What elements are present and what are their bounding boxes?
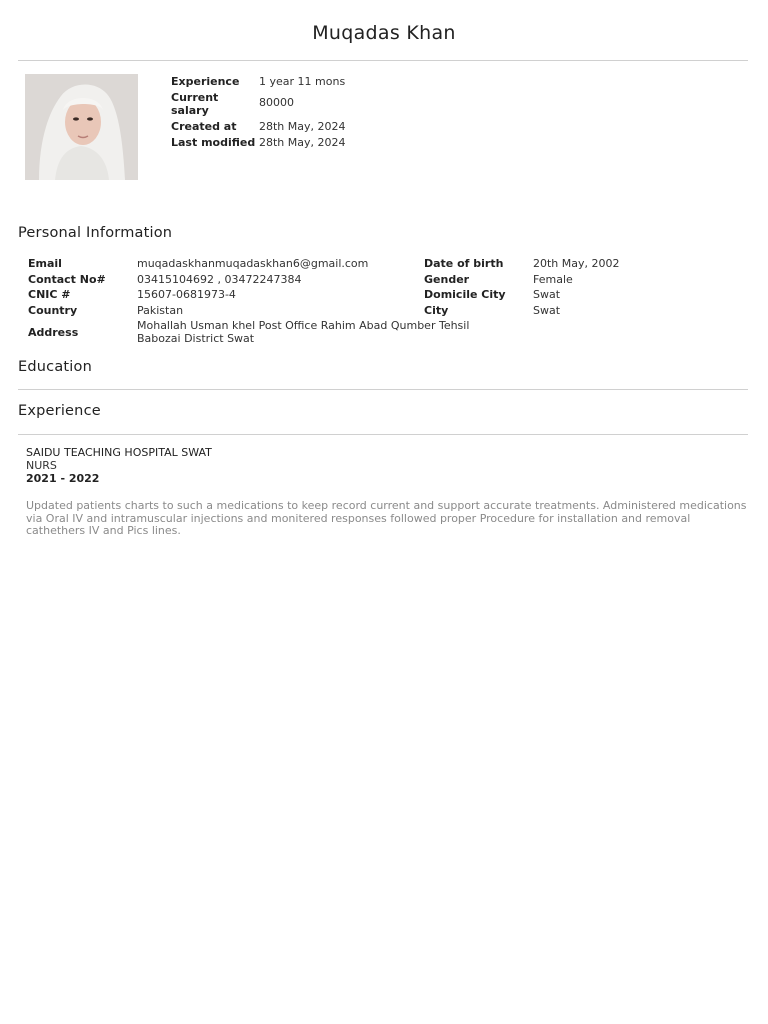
company-name: SAIDU TEACHING HOSPITAL SWAT xyxy=(26,446,212,459)
personal-row xyxy=(28,304,728,317)
summary-row-created xyxy=(171,120,346,133)
email-value: muqadaskhanmuqadaskhan6@gmail.com xyxy=(137,257,369,270)
personal-row xyxy=(28,257,728,270)
personal-row xyxy=(28,319,728,345)
gender-value: Female xyxy=(533,272,573,286)
summary-value: 28th May, 2024 xyxy=(259,120,346,133)
country-label: Country xyxy=(28,303,78,317)
header-divider xyxy=(18,60,748,61)
email-label: Email xyxy=(28,257,62,270)
profile-photo xyxy=(25,74,138,180)
city-label: City xyxy=(424,303,449,317)
personal-info-table xyxy=(28,257,728,348)
city-value: Swat xyxy=(533,303,561,317)
summary-label: Experience xyxy=(171,75,240,88)
section-title-education: Education xyxy=(18,359,92,375)
summary-row-experience xyxy=(171,75,346,88)
experience-divider xyxy=(18,434,748,435)
summary-row-salary xyxy=(171,91,346,117)
dob-value: 20th May, 2002 xyxy=(533,257,620,270)
gender-label: Gender xyxy=(424,272,470,286)
dob-label: Date of birth xyxy=(424,257,504,270)
cnic-label: CNIC # xyxy=(28,288,71,301)
personal-row xyxy=(28,273,728,286)
summary-row-modified xyxy=(171,136,346,149)
summary-value: 80000 xyxy=(259,96,294,109)
contact-label: Contact No# xyxy=(28,272,106,286)
summary-block xyxy=(171,75,346,152)
summary-value: 28th May, 2024 xyxy=(259,136,346,149)
section-title-experience: Experience xyxy=(18,403,101,419)
summary-label: Last modified xyxy=(171,136,256,149)
job-description: Updated patients charts to such a medications to keep record current and support accurate treatments. Administered medications via Oral IV and intramuscular injections and monitered responses followed proper Procedure for installation and removal cathethers IV and Pics lines. xyxy=(26,499,747,537)
candidate-name: Muqadas Khan xyxy=(312,22,456,44)
education-divider xyxy=(18,389,748,390)
job-years: 2021 - 2022 xyxy=(26,472,100,485)
domicile-value: Swat xyxy=(533,288,561,301)
summary-label: Current salary xyxy=(171,91,219,117)
country-value: Pakistan xyxy=(137,303,184,317)
experience-entry xyxy=(26,446,751,538)
address-label: Address xyxy=(28,325,79,339)
summary-value: 1 year 11 mons xyxy=(259,75,346,88)
cnic-value: 15607-0681973-4 xyxy=(137,288,236,301)
contact-value: 03415104692 , 03472247384 xyxy=(137,272,302,286)
summary-label: Created at xyxy=(171,120,237,133)
address-value: Mohallah Usman khel Post Office Rahim Abad Qumber Tehsil Babozai District Swat xyxy=(137,319,470,345)
domicile-label: Domicile City xyxy=(424,288,506,301)
section-title-personal: Personal Information xyxy=(18,225,173,241)
job-role: NURS xyxy=(26,459,57,472)
personal-row xyxy=(28,288,728,301)
